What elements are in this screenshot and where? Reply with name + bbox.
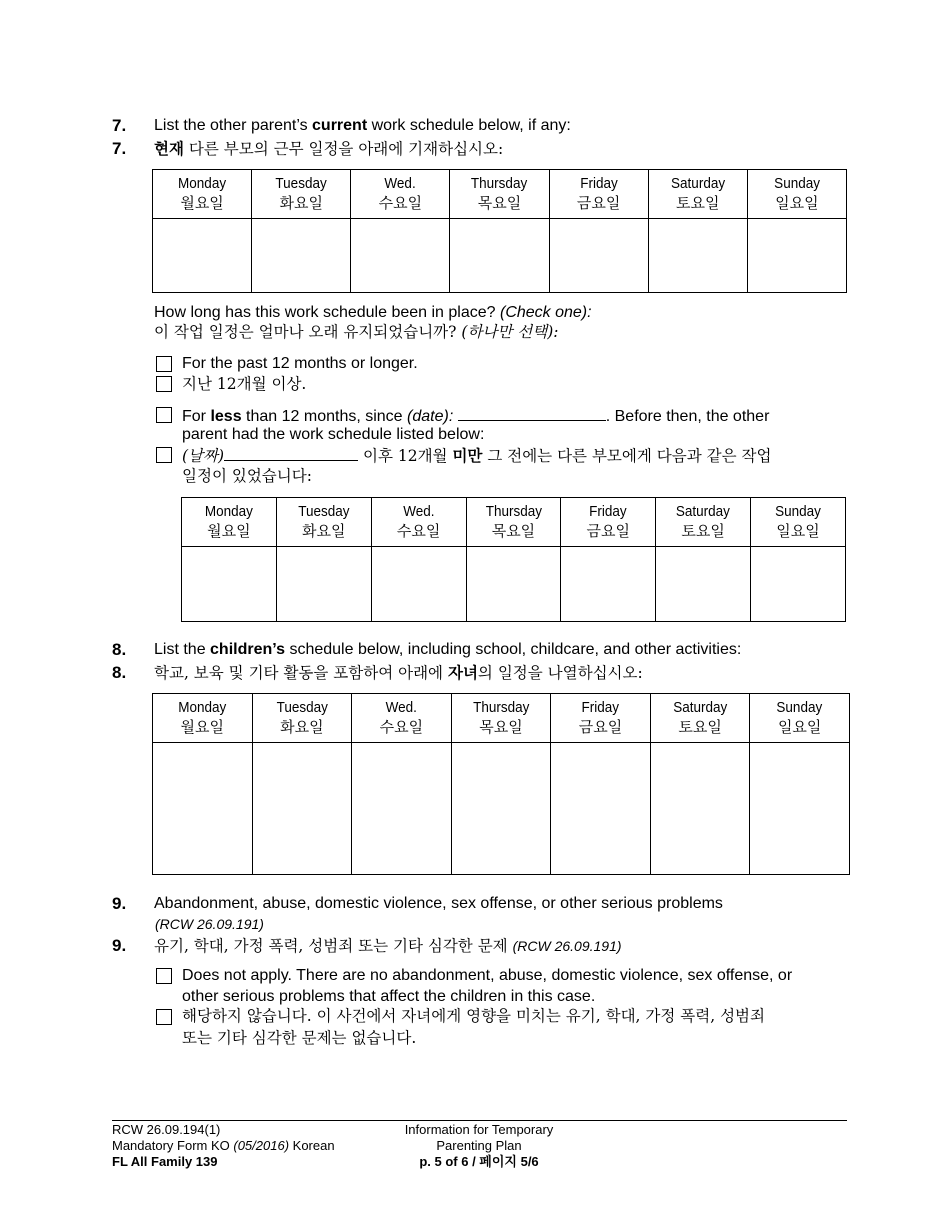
footer-mandatory-form: Mandatory Form KO (05/2016) Korean xyxy=(112,1138,335,1153)
q9-heading-en: Abandonment, abuse, domestic violence, sex offense, or other serious problems xyxy=(154,895,723,912)
schedule-cell[interactable] xyxy=(650,743,750,875)
day-header xyxy=(551,694,651,743)
day-label-ko: 화요일 xyxy=(280,718,324,736)
how-long-question-en: How long has this work schedule been in place? (Check one): xyxy=(154,304,592,321)
day-label-ko: 수요일 xyxy=(378,194,423,212)
schedule-cell[interactable] xyxy=(561,547,656,622)
day-header xyxy=(561,498,656,547)
past-12-months-checkbox[interactable] xyxy=(156,356,172,372)
since-date-field[interactable] xyxy=(458,405,606,421)
day-label-en: Thursday xyxy=(485,503,542,520)
day-header xyxy=(252,170,351,219)
q9-number-ko: 9. xyxy=(112,936,127,955)
day-label-en: Friday xyxy=(581,699,620,716)
day-label-en: Monday xyxy=(204,503,253,520)
does-not-apply-checkbox-ko[interactable] xyxy=(156,1009,172,1025)
day-header xyxy=(153,170,252,219)
schedule-cell[interactable] xyxy=(656,547,751,622)
does-not-apply-line2-ko: 또는 기타 심각한 문제는 없습니다. xyxy=(182,1029,417,1047)
schedule-cell[interactable] xyxy=(252,743,352,875)
day-label-en: Tuesday xyxy=(275,175,327,192)
day-label-en: Sunday xyxy=(776,699,823,716)
schedule-cell[interactable] xyxy=(648,219,747,293)
day-header xyxy=(648,170,747,219)
day-label-en: Monday xyxy=(178,699,227,716)
day-label-ko: 일요일 xyxy=(776,522,820,540)
less-than-12-months-label-ko: (날짜) 이후 12개월 미만 그 전에는 다른 부모에게 다음과 같은 작업 xyxy=(182,446,772,465)
previous-work-schedule-table xyxy=(181,497,846,622)
day-header xyxy=(371,498,466,547)
day-label-en: Thursday xyxy=(472,699,530,716)
schedule-cell[interactable] xyxy=(153,219,252,293)
day-header xyxy=(451,694,551,743)
less-than-12-months-line2-en: parent had the work schedule listed below: xyxy=(182,426,485,443)
day-label-en: Thursday xyxy=(471,175,528,192)
schedule-cell[interactable] xyxy=(551,743,651,875)
day-header xyxy=(182,498,277,547)
schedule-cell[interactable] xyxy=(747,219,846,293)
day-label-en: Saturday xyxy=(670,175,725,192)
q9-number: 9. xyxy=(112,894,127,913)
schedule-cell[interactable] xyxy=(751,547,846,622)
day-label-en: Saturday xyxy=(676,503,731,520)
how-long-question-ko: 이 작업 일정은 얼마나 오래 유지되었습니까? (하나만 선택): xyxy=(154,323,559,341)
footer-divider xyxy=(112,1120,847,1121)
past-12-months-label-ko: 지난 12개월 이상. xyxy=(182,375,307,393)
less-than-12-months-line2-ko: 일정이 있었습니다: xyxy=(182,467,312,485)
schedule-cell[interactable] xyxy=(182,547,277,622)
day-header xyxy=(252,694,352,743)
schedule-cell[interactable] xyxy=(252,219,351,293)
since-date-field-ko[interactable] xyxy=(224,445,358,461)
current-work-schedule-table xyxy=(152,169,847,293)
schedule-cell[interactable] xyxy=(352,743,452,875)
children-schedule-table xyxy=(152,693,850,875)
does-not-apply-checkbox[interactable] xyxy=(156,968,172,984)
q7-number-ko: 7. xyxy=(112,139,127,158)
schedule-cell[interactable] xyxy=(451,743,551,875)
q8-heading-en: List the children’s schedule below, including school, childcare, and other activities: xyxy=(154,641,742,658)
day-label-en: Saturday xyxy=(673,699,728,716)
day-label-ko: 화요일 xyxy=(279,194,323,212)
day-label-en: Sunday xyxy=(774,175,820,192)
day-label-en: Friday xyxy=(589,503,628,520)
day-label-en: Sunday xyxy=(775,503,821,520)
day-label-ko: 금요일 xyxy=(576,194,621,212)
schedule-cell[interactable] xyxy=(153,743,253,875)
q8-heading-ko: 학교, 보육 및 기타 활동을 포함하여 아래에 자녀의 일정을 나열하십시오: xyxy=(154,663,643,682)
day-header xyxy=(351,170,450,219)
day-label-ko: 토요일 xyxy=(676,194,720,212)
day-header xyxy=(450,170,549,219)
day-label-ko: 목요일 xyxy=(491,522,536,540)
q7-number: 7. xyxy=(112,116,127,135)
day-label-en: Tuesday xyxy=(298,503,350,520)
q8-number-ko: 8. xyxy=(112,663,127,682)
day-header xyxy=(466,498,561,547)
less-than-12-months-label-en: For less than 12 months, since (date): . Before then, the other xyxy=(182,405,769,427)
footer-page-number: p. 5 of 6 / 페이지 5/6 xyxy=(419,1154,539,1169)
day-header xyxy=(656,498,751,547)
footer-title-line2: Parenting Plan xyxy=(436,1138,522,1153)
day-header xyxy=(747,170,846,219)
day-header xyxy=(352,694,452,743)
day-label-ko: 토요일 xyxy=(681,522,725,540)
less-than-12-months-checkbox-ko[interactable] xyxy=(156,447,172,463)
schedule-cell[interactable] xyxy=(371,547,466,622)
past-12-months-checkbox-ko[interactable] xyxy=(156,376,172,392)
day-label-en: Wed. xyxy=(402,503,435,520)
day-header xyxy=(549,170,648,219)
day-label-ko: 월요일 xyxy=(207,522,251,540)
schedule-cell[interactable] xyxy=(276,547,371,622)
schedule-cell[interactable] xyxy=(549,219,648,293)
does-not-apply-line2-en: other serious problems that affect the children in this case. xyxy=(182,988,596,1005)
day-header xyxy=(751,498,846,547)
footer-rcw: RCW 26.09.194(1) xyxy=(112,1122,221,1137)
day-label-en: Wed. xyxy=(385,699,418,716)
day-label-ko: 목요일 xyxy=(477,194,522,212)
day-label-ko: 월요일 xyxy=(180,718,225,736)
footer-form-id: FL All Family 139 xyxy=(112,1154,218,1169)
schedule-cell[interactable] xyxy=(466,547,561,622)
day-label-ko: 일요일 xyxy=(777,718,822,736)
does-not-apply-label-ko: 해당하지 않습니다. 이 사건에서 자녀에게 영향을 미치는 유기, 학대, 가정 폭력, 성범죄 xyxy=(182,1007,765,1025)
schedule-cell[interactable] xyxy=(450,219,549,293)
day-header xyxy=(153,694,253,743)
day-label-ko: 화요일 xyxy=(302,522,346,540)
day-label-en: Friday xyxy=(579,175,618,192)
past-12-months-label-en: For the past 12 months or longer. xyxy=(182,355,418,372)
day-label-en: Monday xyxy=(178,175,227,192)
day-label-ko: 금요일 xyxy=(586,522,631,540)
q7-heading-en: List the other parent’s current work schedule below, if any: xyxy=(154,117,571,134)
day-label-ko: 월요일 xyxy=(180,194,224,212)
day-label-ko: 수요일 xyxy=(379,718,424,736)
q8-number: 8. xyxy=(112,640,127,659)
day-header xyxy=(650,694,750,743)
day-label-ko: 토요일 xyxy=(678,718,722,736)
day-label-ko: 수요일 xyxy=(396,522,441,540)
day-label-ko: 금요일 xyxy=(578,718,623,736)
does-not-apply-label-en: Does not apply. There are no abandonment, abuse, domestic violence, sex offense, or xyxy=(182,967,793,984)
footer-title-line1: Information for Temporary xyxy=(404,1122,554,1137)
q9-rcw-en: (RCW 26.09.191) xyxy=(155,916,264,932)
day-label-en: Wed. xyxy=(384,175,416,192)
day-label-ko: 일요일 xyxy=(775,194,819,212)
day-header xyxy=(276,498,371,547)
q7-heading-ko: 현재 다른 부모의 근무 일정을 아래에 기재하십시오: xyxy=(154,139,504,158)
q9-heading-ko: 유기, 학대, 가정 폭력, 성범죄 또는 기타 심각한 문제 (RCW 26.09.191) xyxy=(154,937,622,955)
less-than-12-months-checkbox[interactable] xyxy=(156,407,172,423)
schedule-cell[interactable] xyxy=(750,743,850,875)
schedule-cell[interactable] xyxy=(351,219,450,293)
day-header xyxy=(750,694,850,743)
day-label-en: Tuesday xyxy=(276,699,328,716)
day-label-ko: 목요일 xyxy=(479,718,523,736)
